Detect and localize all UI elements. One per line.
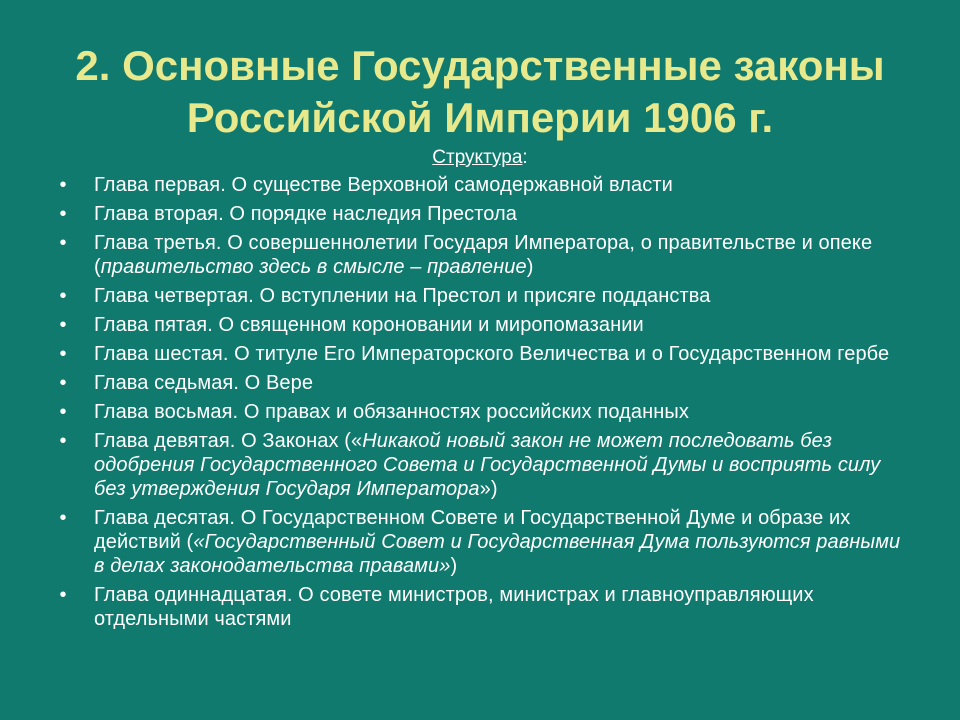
item-emphasis: «Государственный Совет и Государственная Дума пользуются равными в делах законодательства правами» bbox=[94, 531, 901, 577]
item-emphasis: Никакой новый закон не может последовать без одобрения Государственного Совета и Государственной Думы и восприять силу без утверждения Государя Императора bbox=[94, 430, 881, 500]
item-text: Глава пятая. О священном короновании и миропомазании bbox=[94, 314, 644, 336]
item-text: Глава вторая. О порядке наследия Престола bbox=[94, 203, 518, 225]
item-text: Глава четвертая. О вступлении на Престол и присяге подданства bbox=[94, 285, 711, 307]
list-item bbox=[56, 400, 906, 424]
list-item bbox=[56, 231, 906, 279]
chapter-list bbox=[56, 173, 906, 636]
item-text: Глава одиннадцатая. О совете министров, министрах и главноуправляющих отдельными частями bbox=[94, 584, 814, 630]
item-text-end: ») bbox=[479, 478, 498, 500]
bullet: • bbox=[59, 584, 67, 606]
bullet: • bbox=[59, 174, 67, 196]
slide-title bbox=[20, 40, 940, 144]
title-line-2: Российской Империи 1906 г. bbox=[186, 94, 774, 141]
subtitle-text: Структура bbox=[432, 147, 523, 168]
bullet: • bbox=[59, 203, 67, 225]
list-item bbox=[56, 371, 906, 395]
item-text: Глава седьмая. О Вере bbox=[94, 372, 314, 394]
item-emphasis: правительство здесь в смысле – правление bbox=[100, 256, 527, 278]
item-text: Глава десятая. О Государственном Совете и Государственной Думе и образе их действий ( bbox=[94, 507, 851, 553]
list-item bbox=[56, 284, 906, 308]
list-item bbox=[56, 583, 906, 631]
item-text: Глава восьмая. О правах и обязанностях российских поданных bbox=[94, 401, 689, 423]
item-text-end: ) bbox=[450, 555, 458, 577]
bullet: • bbox=[59, 430, 67, 452]
item-text: Глава шестая. О титуле Его Императорского Величества и о Государственном гербе bbox=[94, 343, 890, 365]
item-text: Глава первая. О существе Верховной самодержавной власти bbox=[94, 174, 673, 196]
bullet: • bbox=[59, 343, 67, 365]
bullet: • bbox=[59, 314, 67, 336]
item-text-end: ) bbox=[526, 256, 534, 278]
subtitle-colon: : bbox=[522, 147, 528, 168]
list-item bbox=[56, 429, 906, 501]
list-item bbox=[56, 342, 906, 366]
subtitle bbox=[0, 147, 960, 169]
bullet: • bbox=[59, 507, 67, 529]
list-item bbox=[56, 173, 906, 197]
title-line-1: 2. Основные Государственные законы bbox=[75, 42, 885, 89]
item-text: Глава третья. О совершеннолетии Государя Императора, о правительстве и опеке ( bbox=[94, 232, 873, 278]
list-item bbox=[56, 313, 906, 337]
list-item bbox=[56, 506, 906, 578]
list-item bbox=[56, 202, 906, 226]
bullet: • bbox=[59, 285, 67, 307]
bullet: • bbox=[59, 401, 67, 423]
bullet: • bbox=[59, 372, 67, 394]
item-text: Глава девятая. О Законах (« bbox=[94, 430, 363, 452]
bullet: • bbox=[59, 232, 67, 254]
